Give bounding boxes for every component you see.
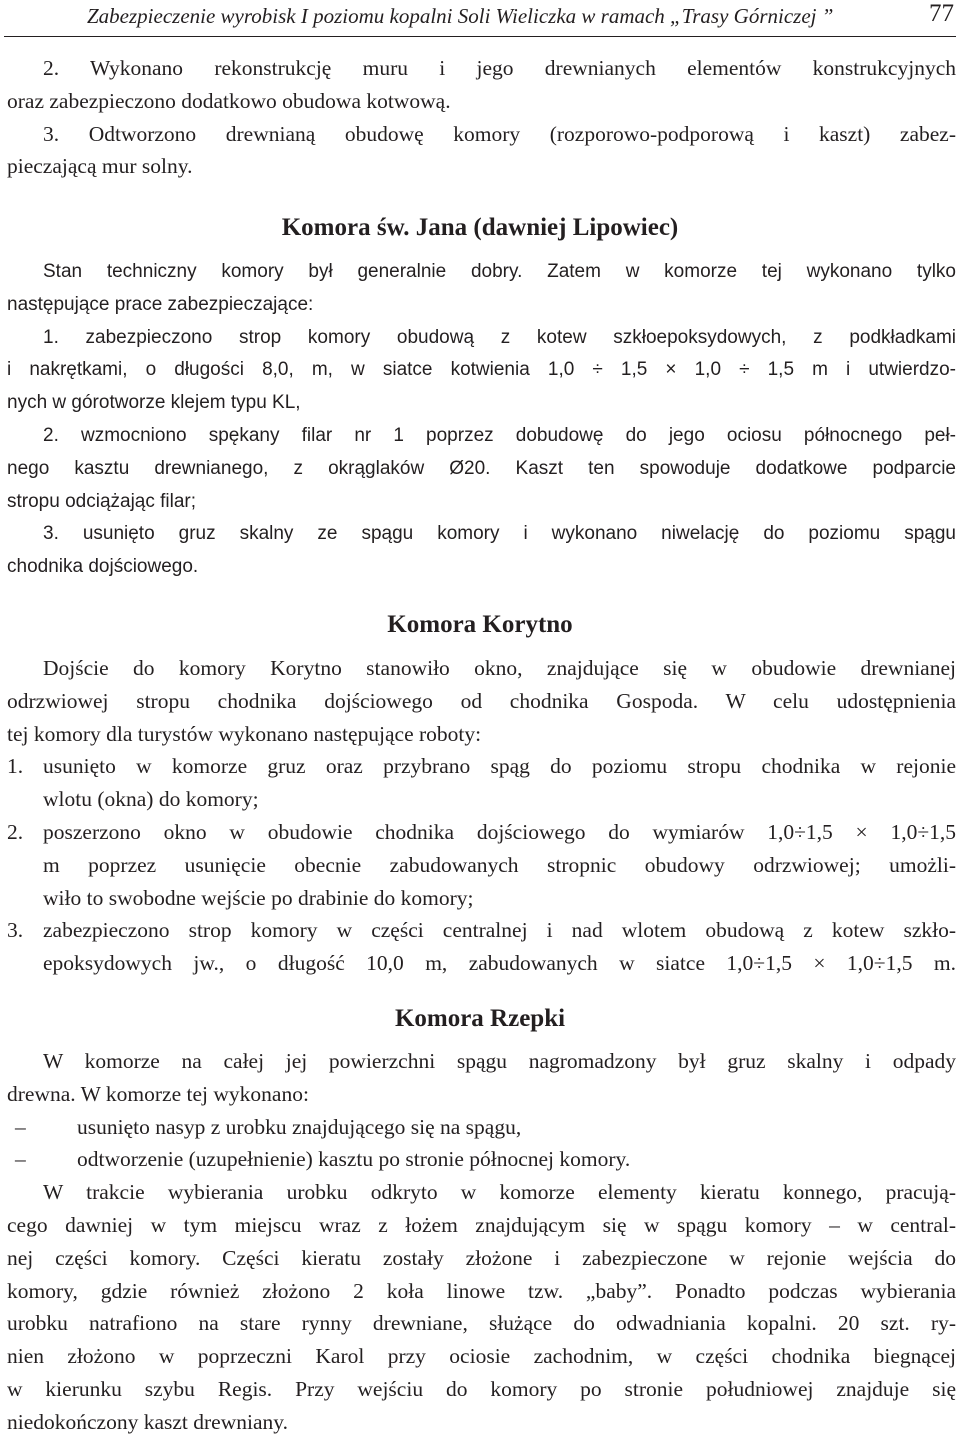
text-line: i nakrętkami, o długości 8,0, m, w siatce kotwienia 1,0 ÷ 1,5 × 1,0 ÷ 1,5 m i utwierdzo- xyxy=(7,359,956,381)
text-line: niedokończony kaszt drewniany. xyxy=(7,1409,289,1434)
text-line: 3. usunięto gruz skalny ze spągu komory i wykonano niwelację do poziomu spągu xyxy=(43,523,956,545)
text-line: oraz zabezpieczono dodatkowo obudowa kotwową. xyxy=(7,88,451,113)
header-rule xyxy=(4,36,956,37)
section-jana-body xyxy=(7,256,956,584)
list-item-text: odtworzenie (uzupełnienie) kasztu po stronie północnej komory. xyxy=(77,1147,631,1172)
dash-marker: – xyxy=(15,1114,26,1139)
text-line: drewna. W komorze tej wykonano: xyxy=(7,1081,309,1106)
list-item xyxy=(7,914,956,980)
text-line: 2. Wykonano rekonstrukcję muru i jego drewnianych elementów konstrukcyjnych xyxy=(43,56,956,80)
list-item-number: 2. xyxy=(7,819,24,844)
list-item xyxy=(7,1111,956,1144)
text-line: stropu odciążając filar; xyxy=(7,490,197,512)
text-line: 2. wzmocniono spękany filar nr 1 poprzez dobudowę do jego ociosu północnego peł- xyxy=(43,424,956,446)
list-item-number: 3. xyxy=(7,918,24,943)
text-line: następujące prace zabezpieczające: xyxy=(7,293,314,315)
text-line: nego kasztu drewnianego, z okrąglaków Ø20. Kaszt ten spowoduje dodatkowe podparcie xyxy=(7,457,956,479)
text-line: odrzwiowej stropu chodnika dojściowego od chodnika Gospoda. W celu udostępnienia xyxy=(7,688,956,713)
section-rzepki-body xyxy=(7,1045,956,1439)
text-line: poszerzono okno w obudowie chodnika dojściowego do wymiarów 1,0÷1,5 × 1,0÷1,5 xyxy=(43,819,956,844)
text-line: m poprzez usunięcie obecnie zabudowanych stropnic obudowy odrzwiowej; umożli- xyxy=(43,852,956,877)
running-header xyxy=(0,0,960,34)
running-header-title: Zabezpieczenie wyrobisk I poziomu kopalni Soli Wieliczka w ramach „Trasy Górniczej ” xyxy=(87,4,834,28)
text-line: cego dawniej w tym miejscu wraz z łożem znajdującym się w spągu komory – w central- xyxy=(7,1212,956,1237)
text-line: wlotu (okna) do komory; xyxy=(43,787,259,812)
text-line: wiło to swobodne wejście po drabinie do komory; xyxy=(43,885,474,910)
text-line: epoksydowych jw., o długość 10,0 m, zabudowanych w siatce 1,0÷1,5 × 1,0÷1,5 m. xyxy=(43,951,956,976)
text-line: Stan techniczny komory był generalnie dobry. Zatem w komorze tej wykonano tylko xyxy=(43,261,956,282)
text-line: 1. zabezpieczono strop komory obudową z kotew szkłoepoksydowych, z podkładkami xyxy=(43,326,956,348)
list-item xyxy=(7,750,956,816)
text-line: w kierunku szybu Regis. Przy wejściu do komory po stronie południowej znajduje się xyxy=(7,1376,956,1401)
dash-marker: – xyxy=(15,1147,26,1172)
text-line: urobku natrafiono na stare rynny drewniane, służące do odwadniania kopalni. 20 szt. ry- xyxy=(7,1311,956,1336)
text-line: zabezpieczono strop komory w części centralnej i nad wlotem obudową z kotew szkło- xyxy=(43,918,956,943)
intro-items xyxy=(7,52,956,183)
section-heading-korytno: Komora Korytno xyxy=(387,611,573,638)
list-item-text: usunięto nasyp z urobku znajdującego się na spągu, xyxy=(77,1114,522,1139)
text-line: chodnika dojściowego. xyxy=(7,556,199,578)
section-heading-rzepki: Komora Rzepki xyxy=(394,1005,566,1032)
text-line: tej komory dla turystów wykonano następujące roboty: xyxy=(7,721,482,746)
text-line: Dojście do komory Korytno stanowiło okno, znajdujące się w obudowie drewnianej xyxy=(43,656,956,680)
text-line: pieczającą mur solny. xyxy=(7,154,193,179)
list-item xyxy=(7,1143,956,1176)
page-number: 77 xyxy=(929,0,954,27)
section-korytno-body xyxy=(7,652,956,980)
section-heading-jana: Komora św. Jana (dawniej Lipowiec) xyxy=(281,214,679,241)
text-line: 3. Odtworzono drewnianą obudowę komory (rozporowo-podporową i kaszt) zabez- xyxy=(43,121,956,146)
list-item-number: 1. xyxy=(7,754,24,779)
list-item xyxy=(7,816,956,914)
text-line: nej części komory. Części kieratu zostały złożone i zabezpieczone w rejonie wejścia do xyxy=(7,1245,956,1270)
text-line: usunięto w komorze gruz oraz przybrano spąg do poziomu stropu chodnika w rejonie xyxy=(43,754,956,779)
text-line: W trakcie wybierania urobku odkryto w komorze elementy kieratu konnego, pracują- xyxy=(43,1180,956,1205)
text-line: nych w górotworze klejem typu KL, xyxy=(7,392,301,414)
text-line: nien złożono w poprzeczni Karol przy ociosie zachodnim, w części chodnika biegnącej xyxy=(7,1344,956,1369)
text-line: W komorze na całej jej powierzchni spągu nagromadzony był gruz skalny i odpady xyxy=(43,1049,956,1073)
text-line: komory, gdzie również złożono 2 koła linowe tzw. „baby”. Ponadto podczas wybierania xyxy=(7,1278,956,1303)
